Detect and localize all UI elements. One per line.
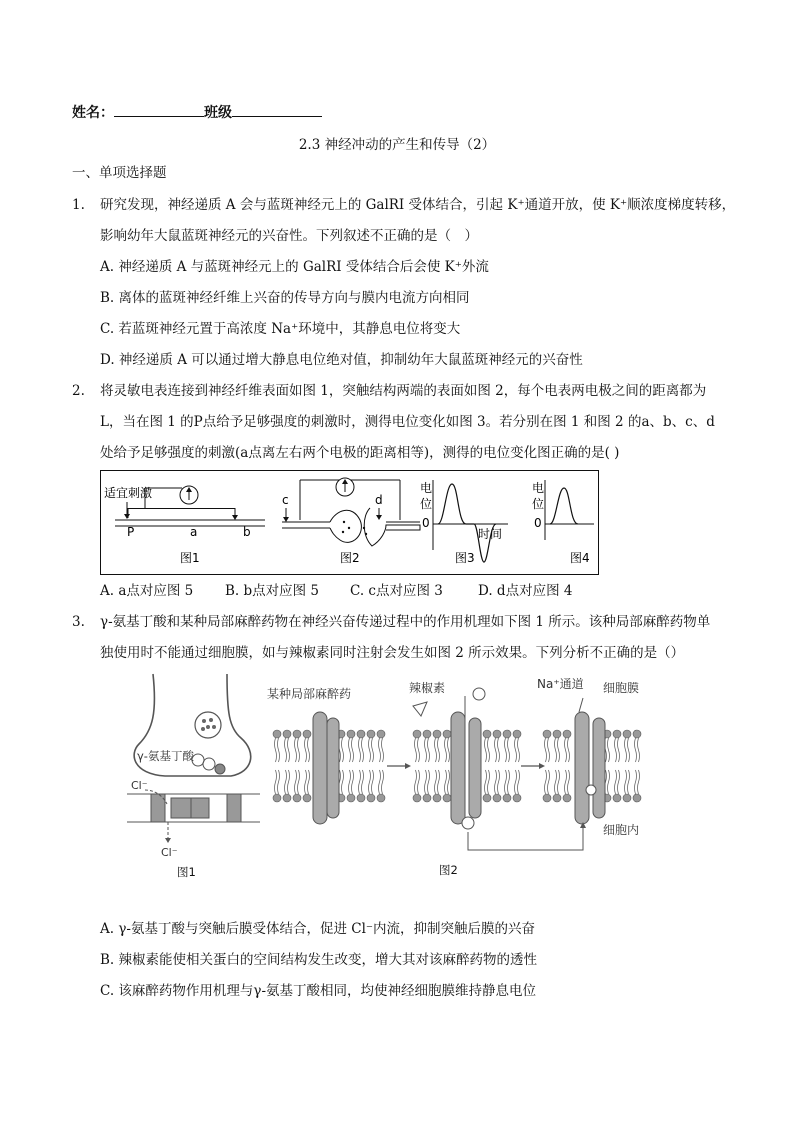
capsaicin-label: 辣椒素 — [409, 681, 446, 695]
q1-stem-line1: 研究发现，神经递质 A 会与蓝斑神经元上的 GalRI 受体结合，引起 K⁺通道开放，使 K⁺顺浓度梯度转移， — [100, 197, 736, 213]
fig3-ylabel-2: 位 — [420, 497, 433, 511]
fig4-ylabel-1: 电 — [532, 481, 545, 495]
q3-fig1-caption: 图1 — [177, 865, 196, 879]
student-info-line — [72, 102, 322, 122]
q3-stem-line2: 独使用时不能通过细胞膜，如与辣椒素同时注射会发生如图 2 所示效果。下列分析不正确的是（） — [100, 645, 685, 661]
stimulus-label: 适宜刺激 — [104, 486, 153, 500]
q3-stem-line1: γ-氨基丁酸和某种局部麻醉药物在神经兴奋传递过程中的作用机理如下图 1 所示。该种局部麻醉药物单 — [100, 614, 711, 630]
fig3-caption: 图3 — [455, 551, 475, 565]
fig1-caption: 图1 — [180, 551, 200, 565]
q3-option-a[interactable]: A. γ-氨基丁酸与突触后膜受体结合，促进 Cl⁻内流，抑制突触后膜的兴奋 — [100, 921, 536, 937]
na-channel-label: Na⁺通道 — [537, 677, 584, 691]
cl-label-bottom: Cl⁻ — [161, 846, 178, 859]
q1-option-c[interactable]: C. 若蓝斑神经元置于高浓度 Na⁺环境中，其静息电位将变大 — [100, 321, 461, 337]
cell-inside-label: 细胞内 — [603, 823, 640, 837]
q2-figure — [100, 470, 600, 580]
fig4-zero: 0 — [534, 516, 542, 530]
point-a: a — [190, 525, 198, 539]
class-label: 班级 — [204, 105, 232, 121]
name-label: 姓名： — [72, 105, 114, 121]
page-title: 2.3 神经冲动的产生和传导（2） — [298, 137, 496, 153]
q3-fig2-caption: 图2 — [439, 863, 458, 877]
q1-number: 1. — [72, 197, 85, 213]
fig3-ylabel-1: 电 — [420, 481, 433, 495]
membrane-label: 细胞膜 — [603, 681, 640, 695]
gaba-label: γ-氨基丁酸 — [137, 749, 194, 763]
fig2-caption: 图2 — [340, 551, 360, 565]
fig4-caption: 图4 — [570, 551, 590, 565]
anesthetic-label: 某种局部麻醉药 — [267, 687, 352, 701]
point-b: b — [243, 525, 251, 539]
fig4-ylabel-2: 位 — [532, 497, 545, 511]
q3-figure-2 — [265, 672, 655, 888]
q1-option-d[interactable]: D. 神经递质 A 可以通过增大静息电位绝对值，抑制幼年大鼠蓝斑神经元的兴奋性 — [100, 352, 583, 368]
q2-stem-line1: 将灵敏电表连接到神经纤维表面如图 1，突触结构两端的表面如图 2，每个电表两电极之间的距离都为 — [100, 383, 707, 399]
q2-option-c[interactable]: C. c点对应图 3 — [350, 583, 443, 599]
cl-label-top: Cl⁻ — [131, 779, 148, 792]
point-c: c — [282, 493, 289, 507]
fig3-zero: 0 — [422, 516, 430, 530]
q2-option-b[interactable]: B. b点对应图 5 — [225, 583, 320, 599]
q1-option-a[interactable]: A. 神经递质 A 与蓝斑神经元上的 GalRI 受体结合后会使 K⁺外流 — [100, 259, 489, 275]
name-blank[interactable] — [114, 104, 204, 117]
fig3-xlabel: 时间 — [478, 527, 503, 541]
q3-figure-1 — [125, 672, 260, 888]
q1-stem-line2: 影响幼年大鼠蓝斑神经元的兴奋性。下列叙述不正确的是（ ） — [100, 228, 478, 244]
q2-option-d[interactable]: D. d点对应图 4 — [478, 583, 573, 599]
q3-number: 3. — [72, 614, 85, 630]
section-heading: 一、单项选择题 — [72, 165, 167, 181]
q3-option-b[interactable]: B. 辣椒素能使相关蛋白的空间结构发生改变，增大其对该麻醉药物的透性 — [100, 952, 538, 968]
q2-option-a[interactable]: A. a点对应图 5 — [100, 583, 194, 599]
q2-stem-line3: 处给予足够强度的刺激(a点离左右两个电极的距离相等)，测得的电位变化图正确的是( ) — [100, 445, 620, 461]
q3-option-c[interactable]: C. 该麻醉药物作用机理与γ-氨基丁酸相同，均使神经细胞膜维持静息电位 — [100, 983, 537, 999]
point-d: d — [375, 493, 383, 507]
q2-stem-line2: L，当在图 1 的P点给予足够强度的刺激时，测得电位变化如图 3。若分别在图 1 和图 2 的a、b、c、d — [100, 414, 715, 430]
q1-option-b[interactable]: B. 离体的蓝斑神经纤维上兴奋的传导方向与膜内电流方向相同 — [100, 290, 470, 306]
q2-number: 2. — [72, 383, 85, 399]
point-p: P — [127, 525, 135, 539]
class-blank[interactable] — [232, 104, 322, 117]
